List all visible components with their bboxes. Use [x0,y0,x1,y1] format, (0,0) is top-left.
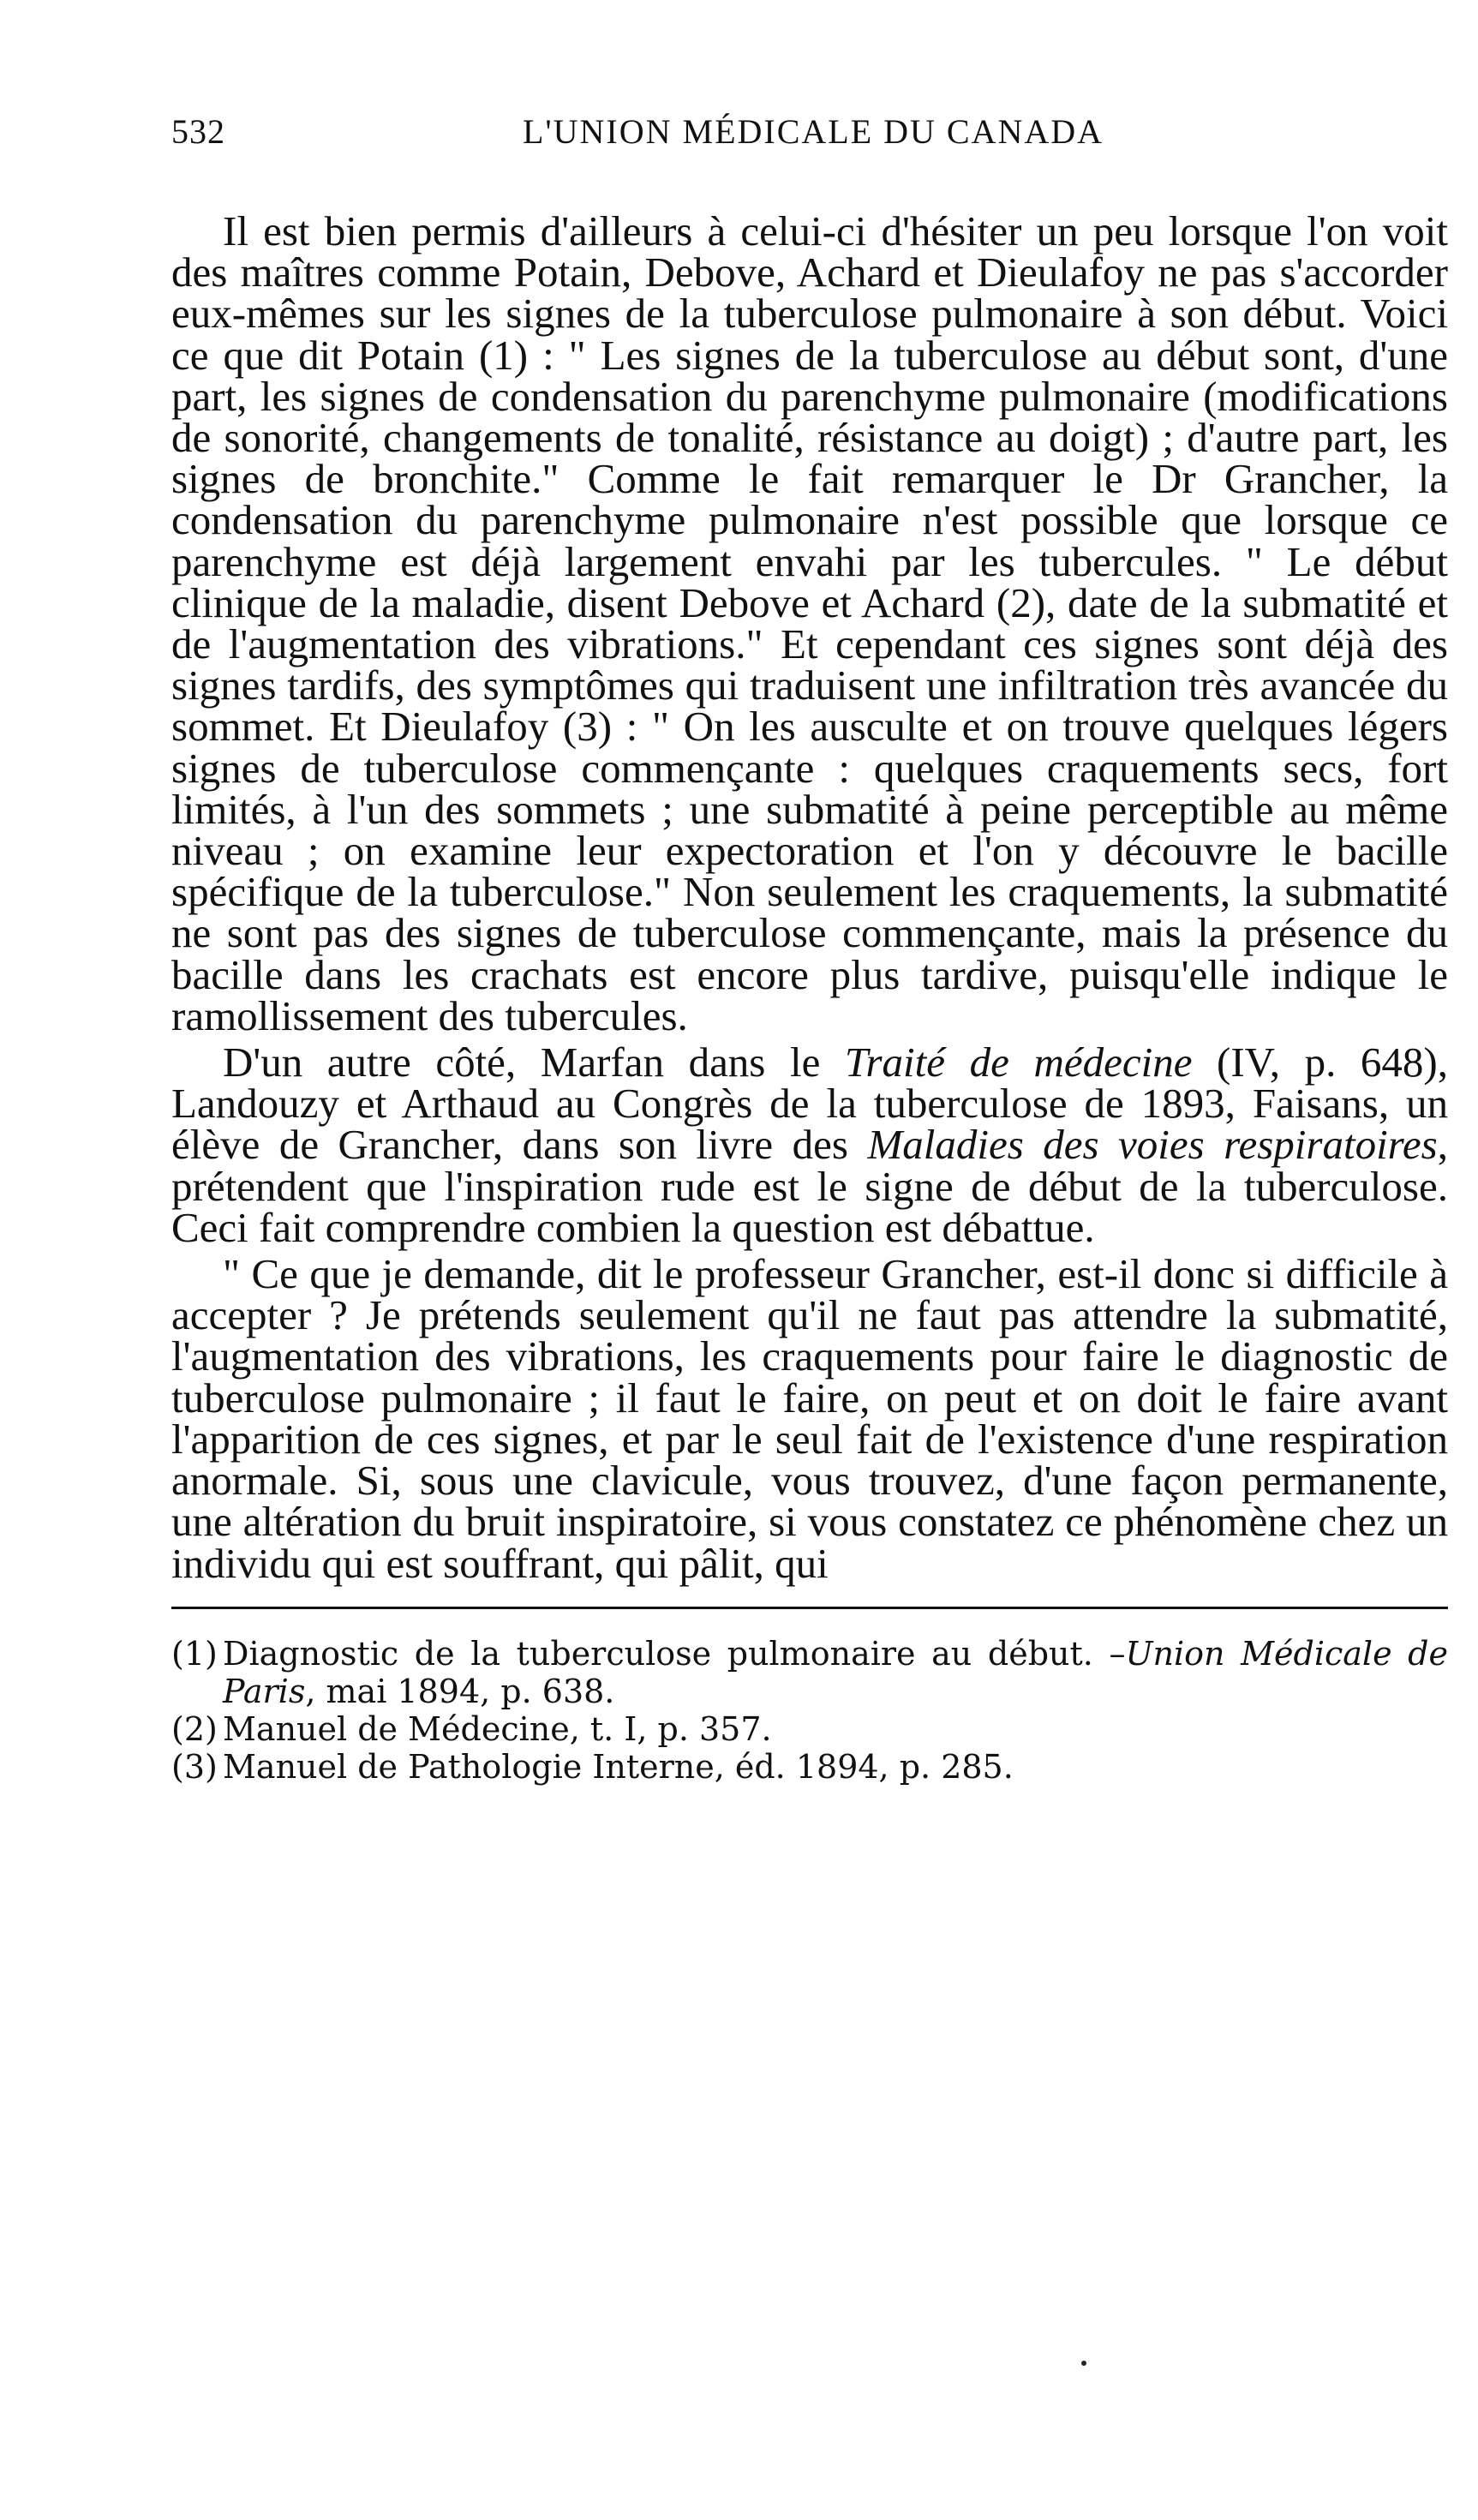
paragraph-1: Il est bien permis d'ailleurs à celui-ci d'hésiter un peu lorsque l'on voit des maîtres comme Potain, Debove, Achard et Dieulafoy ne pas s'accorder eux-mêmes sur les signes de la tuberculose pulmonaire à son début. Voici ce que dit Potain (1) : " Les signes de la tuberculose au début sont, d'une part, les signes de condensation du parenchyme pulmonaire (modifications de sonorité, changements de tonalité, résistance au doigt) ; d'autre part, les signes de bronchite." Comme le fait remarquer le Dr Grancher, la condensation du parenchyme pulmonaire n'est possible que lorsque ce parenchyme est déjà largement envahi par les tubercules. " Le début clinique de la maladie, disent Debove et Achard (2), date de la submatité et de l'augmentation des vibrations." Et cependant ces signes sont déjà des signes tardifs, des symptômes qui traduisent une infiltration très avancée du sommet. Et Dieulafoy (3) : " On les ausculte et on trouve quelques légers signes de tuberculose commençante : quelques craquements secs, fort limités, à l'un des sommets ; une submatité à peine perceptible au même niveau ; on examine leur expectoration et l'on y découvre le bacille spécifique de la tuberculose." Non seulement les craquements, la submatité ne sont pas des signes de tuberculose commençante, mais la présence du bacille dans les crachats est encore plus tardive, puisqu'elle indique le ramollissement des tubercules. [171,207,1448,1039]
paragraph-2-segment: (IV, p. 648), Landouzy et Arthaud au Congrès de la tuberculose de 1893, Faisans, un élève de Grancher, dans son livre des [171,1039,1448,1169]
footnote-segment: , mai 1894, p. 638. [305,1672,615,1710]
paragraph-2-segment: D'un autre côté, Marfan dans le [223,1039,845,1086]
book-title-traite-de-medecine: Traité de médecine [844,1039,1193,1086]
footnote-1 [171,1635,1448,1710]
footnote-segment: Diagnostic de la tuberculose pulmonaire au début. – [223,1634,1126,1673]
footnote-label: (2) [171,1709,218,1748]
footnote-label: (3) [171,1747,218,1786]
page [171,111,1448,1786]
footnotes [171,1635,1448,1786]
paragraph-2-segment: , prétendent que l'inspiration rude est le signe de début de la tuberculose. Ceci fait comprendre combien la question est débattue. [171,1121,1448,1251]
footnote-3 [171,1748,1448,1786]
footnote-segment: Manuel de Pathologie Interne, éd. 1894, p. 285. [223,1747,1014,1786]
journal-title: L'UNION MÉDICALE DU CANADA [523,112,1104,151]
book-title-maladies-des-voies-respiratoires: Maladies des voies respiratoires [867,1121,1438,1169]
footnote-label: (1) [171,1634,218,1673]
journal-reference-title: Union Médicale de Paris [223,1634,1448,1710]
footnote-divider [171,1607,1448,1609]
footnote-segment: Manuel de Médecine, t. I, p. 357. [223,1709,772,1748]
body-text [171,207,1448,1587]
paragraph-3: " Ce que je demande, dit le professeur Grancher, est-il donc si difficile à accepter ? Je prétends seulement qu'il ne faut pas attendre la submatité, l'augmentation des vibrations, les craquements pour faire le diagnostic de tuberculose pulmonaire ; il faut le faire, on peut et on doit le faire avant l'apparition de ces signes, et par le seul fait de l'existence d'une respiration anormale. Si, sous une clavicule, vous trouvez, d'une façon permanente, une altération du bruit inspiratoire, si vous constatez ce phénomène chez un individu qui est souffrant, qui pâlit, qui [171,1250,1448,1587]
page-number: 532 [171,112,225,151]
stray-ink-mark [1081,2361,1086,2366]
paragraph-2 [171,1039,1448,1251]
running-head [171,111,1448,163]
footnote-2 [171,1710,1448,1748]
